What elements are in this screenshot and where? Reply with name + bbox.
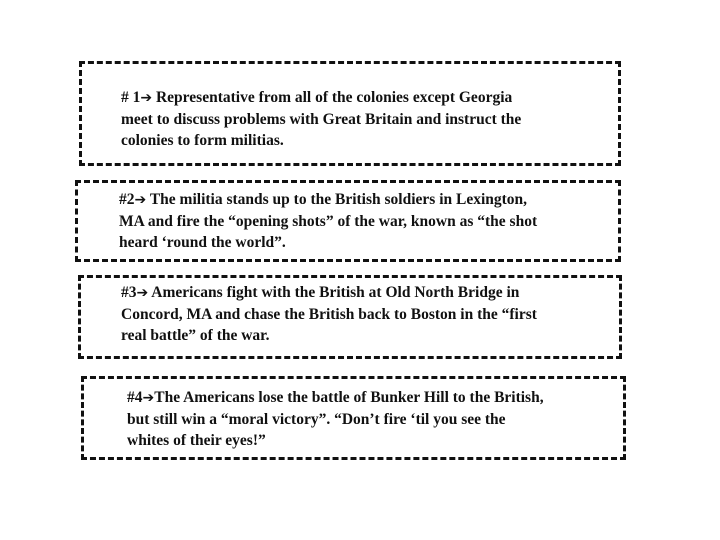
- event-card-3-text: [121, 282, 537, 346]
- event-1-number: # 1: [121, 89, 141, 106]
- right-arrow-icon: ➔: [142, 390, 155, 406]
- event-3-line-2: Concord, MA and chase the British back to Boston in the “first: [121, 306, 537, 323]
- event-3-line-3: real battle” of the war.: [121, 327, 270, 344]
- event-1-line-3: colonies to form militias.: [121, 132, 284, 149]
- event-3-number: #3: [121, 284, 137, 301]
- event-2-line-3: heard ‘round the world”.: [119, 234, 286, 251]
- event-4-line-3: whites of their eyes!”: [127, 432, 266, 449]
- event-card-1-text: [121, 87, 521, 151]
- right-arrow-icon: ➔: [136, 285, 149, 301]
- event-3-line-1: #3➔ Americans fight with the British at Old North Bridge in: [121, 284, 520, 301]
- event-2-line-2: MA and fire the “opening shots” of the war, known as “the shot: [119, 213, 538, 230]
- event-4-line-1: #4➔The Americans lose the battle of Bunker Hill to the British,: [127, 389, 544, 406]
- event-card-4-text: [127, 387, 544, 451]
- event-4-line-2: but still win a “moral victory”. “Don’t fire ‘til you see the: [127, 411, 506, 428]
- right-arrow-icon: ➔: [134, 192, 147, 208]
- event-1-line-2: meet to discuss problems with Great Britain and instruct the: [121, 111, 522, 128]
- right-arrow-icon: ➔: [140, 90, 153, 106]
- event-4-number: #4: [127, 389, 143, 406]
- event-1-line-1: # 1➔ Representative from all of the colonies except Georgia: [121, 89, 513, 106]
- event-2-line-1: #2➔ The militia stands up to the British soldiers in Lexington,: [119, 191, 528, 208]
- event-card-2-text: [119, 189, 537, 253]
- event-2-number: #2: [119, 191, 135, 208]
